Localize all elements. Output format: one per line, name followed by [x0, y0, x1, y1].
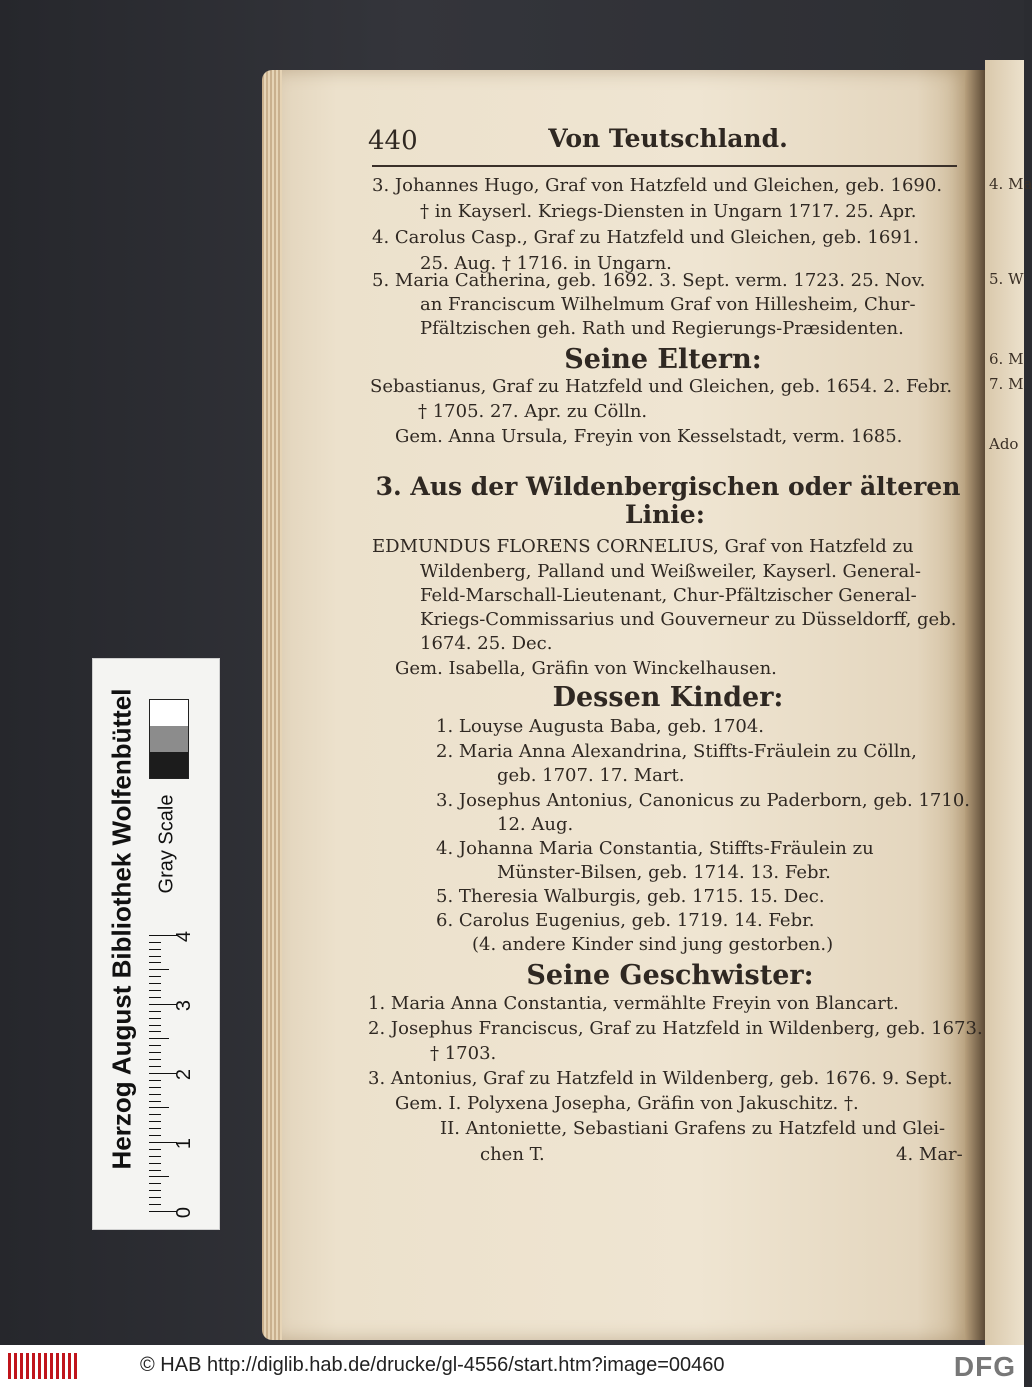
ruler-tick [149, 1197, 161, 1198]
gray-scale-label: Gray Scale [155, 794, 178, 894]
ruler-tick [149, 1080, 161, 1081]
text-line: 4. Carolus Casp., Graf zu Hatzfeld und Gleichen, geb. 1691. [372, 227, 919, 248]
child-item-cont: 12. Aug. [497, 814, 574, 835]
ruler-tick [149, 956, 161, 957]
ruler-tick [149, 1059, 161, 1060]
ruler-tick [149, 949, 161, 950]
text-line: Gem. Anna Ursula, Freyin von Kesselstadt, verm. 1685. [395, 426, 903, 447]
ruler-tick [149, 942, 161, 943]
ruler-tick [149, 1066, 161, 1067]
ruler-tick [149, 1190, 161, 1191]
ruler-number: 4 [173, 930, 196, 942]
catchword: 4. Mar- [896, 1144, 963, 1165]
sibling-item: 1. Maria Anna Constantia, vermählte Freyin von Blancart. [368, 993, 899, 1014]
child-item: 2. Maria Anna Alexandrina, Stiffts-Fräulein zu Cölln, [436, 741, 917, 762]
section-title-cont: Linie: [625, 500, 705, 529]
ruler-tick [149, 1204, 161, 1205]
text-line: Gem. Isabella, Gräfin von Winckelhausen. [395, 658, 777, 679]
ruler-tick [149, 1121, 161, 1122]
sibling-item-cont: Gem. I. Polyxena Josepha, Gräfin von Jakuschitz. †. [395, 1093, 859, 1114]
text-line: Pfältzischen geh. Rath und Regierungs-Præsidenten. [420, 318, 904, 339]
ruler-number: 1 [173, 1137, 196, 1149]
next-page-fragment: 7. M [989, 375, 1024, 393]
ruler-tick [149, 1107, 169, 1108]
ruler-tick [149, 1128, 161, 1129]
text-line: 3. Johannes Hugo, Graf von Hatzfeld und Gleichen, geb. 1690. [372, 175, 943, 196]
gray-swatch-white [150, 700, 188, 726]
ruler-tick [149, 1183, 161, 1184]
children-heading: Dessen Kinder: [552, 682, 784, 713]
ruler-tick [149, 1114, 161, 1115]
color-ruler [92, 658, 220, 1230]
sibling-item-cont: chen T. [480, 1144, 545, 1165]
ruler-tick [149, 983, 161, 984]
sibling-item-cont: † 1703. [430, 1043, 497, 1064]
sibling-item: 2. Josephus Franciscus, Graf zu Hatzfeld in Wildenberg, geb. 1673. [368, 1018, 983, 1039]
ruler-tick [149, 1149, 161, 1150]
ruler-tick [149, 990, 161, 991]
ruler-tick [149, 1101, 161, 1102]
ruler-tick [149, 1135, 161, 1136]
text-line: EDMUNDUS FLORENS CORNELIUS, Graf von Hatzfeld zu [372, 536, 914, 557]
child-item: 6. Carolus Eugenius, geb. 1719. 14. Febr. [436, 910, 815, 931]
ruler-tick [149, 1045, 161, 1046]
child-item: 4. Johanna Maria Constantia, Stiffts-Fräulein zu [436, 838, 874, 859]
text-line: an Franciscum Wilhelmum Graf von Hillesheim, Chur- [420, 294, 916, 315]
ruler-tick [149, 1087, 161, 1088]
child-item-cont: geb. 1707. 17. Mart. [497, 765, 685, 786]
ruler-number: 0 [173, 1206, 196, 1219]
ruler-tick [149, 1031, 161, 1032]
ruler-tick [149, 1176, 169, 1177]
gray-swatch-black [150, 752, 188, 778]
text-line: Kriegs-Commissarius und Gouverneur zu Düsseldorff, geb. [420, 609, 957, 630]
ruler-tick [149, 1163, 161, 1164]
next-page-fragment: 4. Ma [989, 175, 1032, 193]
text-line: † 1705. 27. Apr. zu Cölln. [418, 401, 648, 422]
text-line: 1674. 25. Dec. [420, 633, 553, 654]
parents-heading: Seine Eltern: [564, 344, 762, 375]
footer-bar [0, 1345, 1024, 1387]
text-line: Sebastianus, Graf zu Hatzfeld und Gleichen, geb. 1654. 2. Febr. [370, 376, 953, 397]
ruler-tick [149, 1025, 161, 1026]
ruler-scale [149, 929, 209, 1219]
next-page-fragment: 5. W [989, 270, 1024, 288]
child-note: (4. andere Kinder sind jung gestorben.) [472, 934, 834, 955]
ruler-tick [149, 1156, 161, 1157]
ruler-tick [149, 997, 161, 998]
hab-logo-icon [8, 1353, 77, 1379]
ruler-tick [149, 969, 169, 970]
child-item-cont: Münster-Bilsen, geb. 1714. 13. Febr. [497, 862, 831, 883]
child-item: 3. Josephus Antonius, Canonicus zu Paderborn, geb. 1710. [436, 790, 970, 811]
ruler-tick [149, 1011, 161, 1012]
text-line: Wildenberg, Palland und Weißweiler, Kayserl. General- [420, 561, 922, 582]
sibling-item-cont: II. Antoniette, Sebastiani Grafens zu Hatzfeld und Glei- [440, 1118, 946, 1139]
ruler-tick [149, 1018, 161, 1019]
child-item: 5. Theresia Walburgis, geb. 1715. 15. Dec. [436, 886, 825, 907]
text-line: Feld-Marschall-Lieutenant, Chur-Pfältzischer General- [420, 585, 917, 606]
running-title: Von Teutschland. [548, 124, 788, 153]
text-line: 5. Maria Catherina, geb. 1692. 3. Sept. verm. 1723. 25. Nov. [372, 270, 926, 291]
ruler-tick [149, 962, 161, 963]
next-page-fragment: 6. M [989, 350, 1024, 368]
ruler-title: Herzog August Bibliothek Wolfenbüttel [106, 688, 137, 1170]
section-title: 3. Aus der Wildenbergischen oder älteren [375, 472, 961, 501]
gray-swatch-mid [150, 726, 188, 752]
gray-swatch [149, 699, 189, 779]
ruler-number: 2 [173, 1068, 196, 1080]
sibling-item: 3. Antonius, Graf zu Hatzfeld in Wildenberg, geb. 1676. 9. Sept. [368, 1068, 953, 1089]
next-page-fragment: Ado [989, 435, 1019, 453]
ruler-tick [149, 976, 161, 977]
book-gutter [965, 70, 985, 1340]
text-line: † in Kayserl. Kriegs-Diensten in Ungarn 1717. 25. Apr. [420, 201, 917, 222]
header-rule [372, 165, 957, 167]
next-page-edge [985, 60, 1032, 1345]
child-item: 1. Louyse Augusta Baba, geb. 1704. [436, 716, 765, 737]
text-line: 25. Aug. † 1716. in Ungarn. [420, 253, 672, 274]
footer-copyright-link[interactable]: © HAB http://diglib.hab.de/drucke/gl-4556/start.htm?image=00460 [140, 1354, 725, 1376]
ruler-tick [149, 1052, 161, 1053]
dfg-logo: DFG [953, 1351, 1016, 1382]
siblings-heading: Seine Geschwister: [526, 960, 814, 991]
page-number: 440 [368, 126, 418, 156]
ruler-number: 3 [173, 999, 196, 1011]
ruler-tick [149, 1170, 161, 1171]
ruler-tick [149, 1038, 169, 1039]
ruler-tick [149, 1094, 161, 1095]
